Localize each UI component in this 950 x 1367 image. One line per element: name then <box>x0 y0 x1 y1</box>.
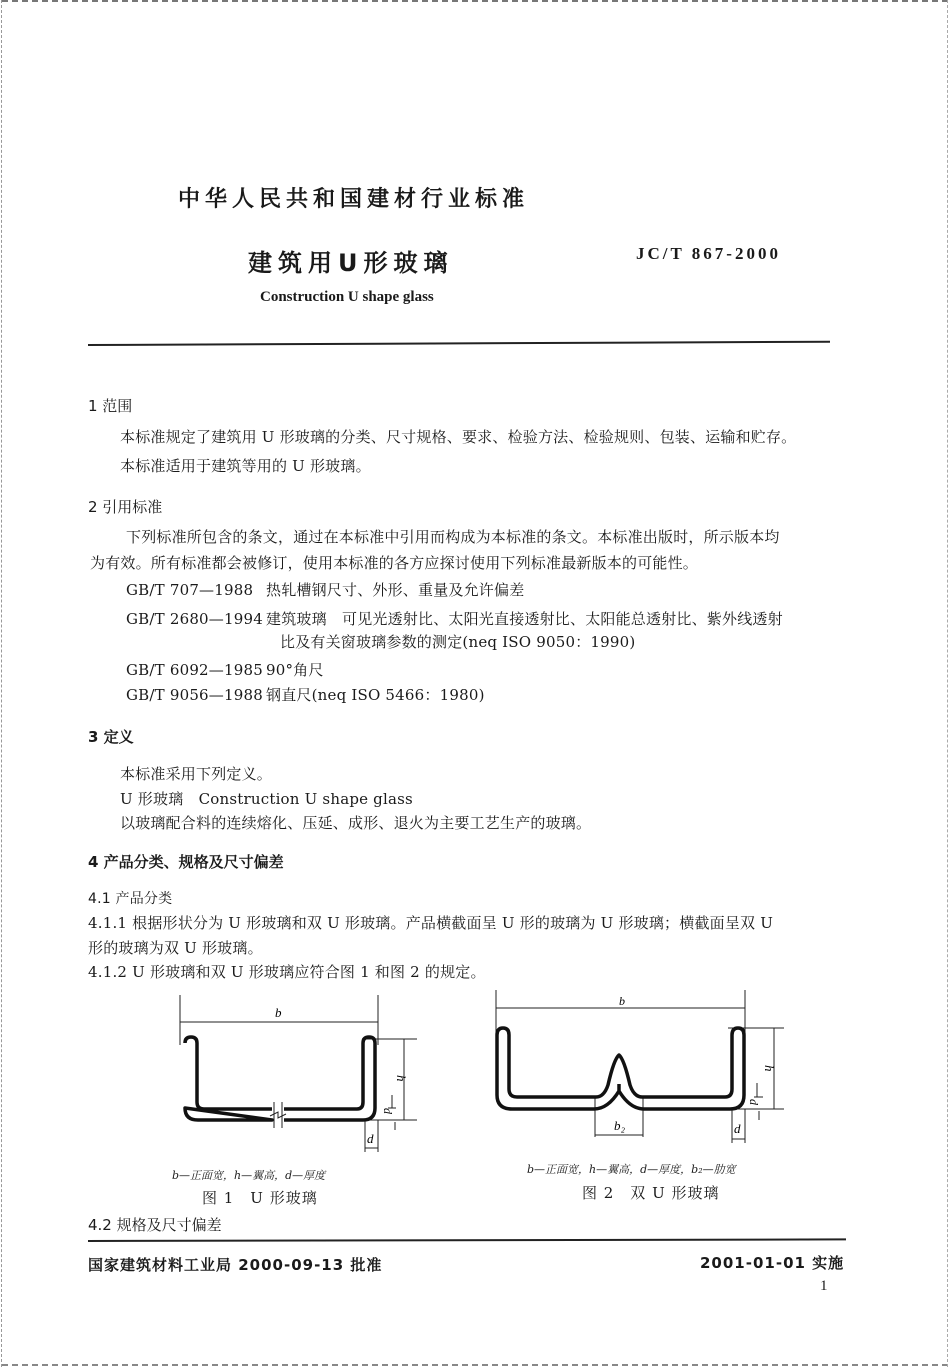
section-4-1-2: 4.1.2 U 形玻璃和双 U 形玻璃应符合图 1 和图 2 的规定。 <box>88 963 486 981</box>
figure-2-label-d-side: d <box>747 1099 761 1105</box>
approval-statement: 国家建筑材料工业局 2000-09-13 批准 <box>88 1256 383 1274</box>
figure-1-u-profile <box>185 1037 375 1120</box>
reference-title-continued: 比及有关窗玻璃参数的测定(neq ISO 9050：1990) <box>280 633 636 651</box>
scan-border-top <box>2 0 948 2</box>
figure-1-label-d-side: d <box>381 1108 395 1114</box>
figure-1-label-h: h <box>394 1075 409 1082</box>
figure-1-legend: b—正面宽，h—翼高，d—厚度 <box>172 1169 326 1182</box>
document-number: JC/T 867-2000 <box>636 244 781 263</box>
figure-2-label-b: b <box>619 994 625 1008</box>
figure-2-caption: 图 2 双 U 形玻璃 <box>582 1184 720 1202</box>
reference-item <box>126 579 524 600</box>
header-rule <box>88 341 830 346</box>
figure-2-label-h: h <box>762 1065 777 1072</box>
definition-term: U 形玻璃 Construction U shape glass <box>120 790 413 808</box>
reference-code: GB/T 6092—1985 <box>126 661 263 679</box>
figure-2-dimension-lines <box>496 990 784 1143</box>
reference-title: 热轧槽钢尺寸、外形、重量及允许偏差 <box>266 581 525 599</box>
document-title-en: Construction U shape glass <box>260 289 434 305</box>
figure-1-label-b: b <box>275 1005 282 1020</box>
effective-date: 2001-01-01 实施 <box>700 1254 845 1272</box>
section-3-paragraph: 本标准采用下列定义。 <box>120 765 273 783</box>
reference-item <box>126 608 783 629</box>
figure-2-double-u-profile <box>497 1028 744 1109</box>
figure-1-label-d-bottom: d <box>367 1131 374 1146</box>
figure-2-legend: b—正面宽，h—翼高，d—厚度，b₂—肋宽 <box>527 1163 736 1176</box>
reference-title: 建筑玻璃 可见光透射比、太阳光直接透射比、太阳能总透射比、紫外线透射 <box>266 610 783 628</box>
definition-text: 以玻璃配合料的连续熔化、压延、成形、退火为主要工艺生产的玻璃。 <box>120 814 592 832</box>
issuer-title: 中华人民共和国建材行业标准 <box>178 187 530 212</box>
section-3-heading: 3 定义 <box>88 728 134 746</box>
figure-1-dimension-lines <box>180 995 417 1152</box>
section-4-1-1-line-1: 4.1.1 根据形状分为 U 形玻璃和双 U 形玻璃。产品横截面呈 U 形的玻璃为 U 形玻璃；横截面呈双 U <box>88 914 774 932</box>
reference-title: 90°角尺 <box>266 661 324 679</box>
section-4-1-heading: 4.1 产品分类 <box>88 891 173 907</box>
section-1-heading: 1 范围 <box>88 397 133 415</box>
figure-1-break-mark <box>270 1102 286 1128</box>
scan-border-bottom <box>2 1364 948 1366</box>
scan-border-right <box>947 0 948 1367</box>
section-2-paragraph-line-2: 为有效。所有标准都会被修订，使用本标准的各方应探讨使用下列标准最新版本的可能性。 <box>90 554 699 572</box>
section-2-paragraph-line-1: 下列标准所包含的条文，通过在本标准中引用而构成为本标准的条文。本标准出版时，所示版本均 <box>126 528 780 546</box>
reference-code: GB/T 2680—1994 <box>126 610 263 628</box>
reference-item <box>126 684 485 705</box>
section-1-paragraph-2: 本标准适用于建筑等用的 U 形玻璃。 <box>120 457 371 475</box>
document-title-cn: 建筑用U形玻璃 <box>248 249 454 277</box>
section-4-1-1-line-2: 形的玻璃为双 U 形玻璃。 <box>88 939 263 957</box>
figure-2-label-d-bottom: d <box>734 1121 741 1136</box>
page-number: 1 <box>820 1278 828 1294</box>
section-4-heading: 4 产品分类、规格及尺寸偏差 <box>88 853 284 871</box>
figure-1-u-shape-glass-diagram <box>160 990 430 1165</box>
scan-border-left <box>1 0 2 1367</box>
reference-code: GB/T 9056—1988 <box>126 686 263 704</box>
figure-2-label-b2: b₂ <box>614 1118 626 1133</box>
reference-item <box>126 659 324 680</box>
section-2-heading: 2 引用标准 <box>88 498 163 516</box>
figure-2-double-u-shape-glass-diagram <box>480 985 790 1155</box>
figure-1-caption: 图 1 U 形玻璃 <box>202 1189 318 1207</box>
footer-rule <box>88 1238 846 1242</box>
reference-code: GB/T 707—1988 <box>126 581 254 599</box>
reference-title: 钢直尺(neq ISO 5466：1980) <box>266 686 485 704</box>
section-1-paragraph-1: 本标准规定了建筑用 U 形玻璃的分类、尺寸规格、要求、检验方法、检验规则、包装、运输和贮存。 <box>120 428 797 446</box>
section-4-2-heading: 4.2 规格及尺寸偏差 <box>88 1216 222 1234</box>
